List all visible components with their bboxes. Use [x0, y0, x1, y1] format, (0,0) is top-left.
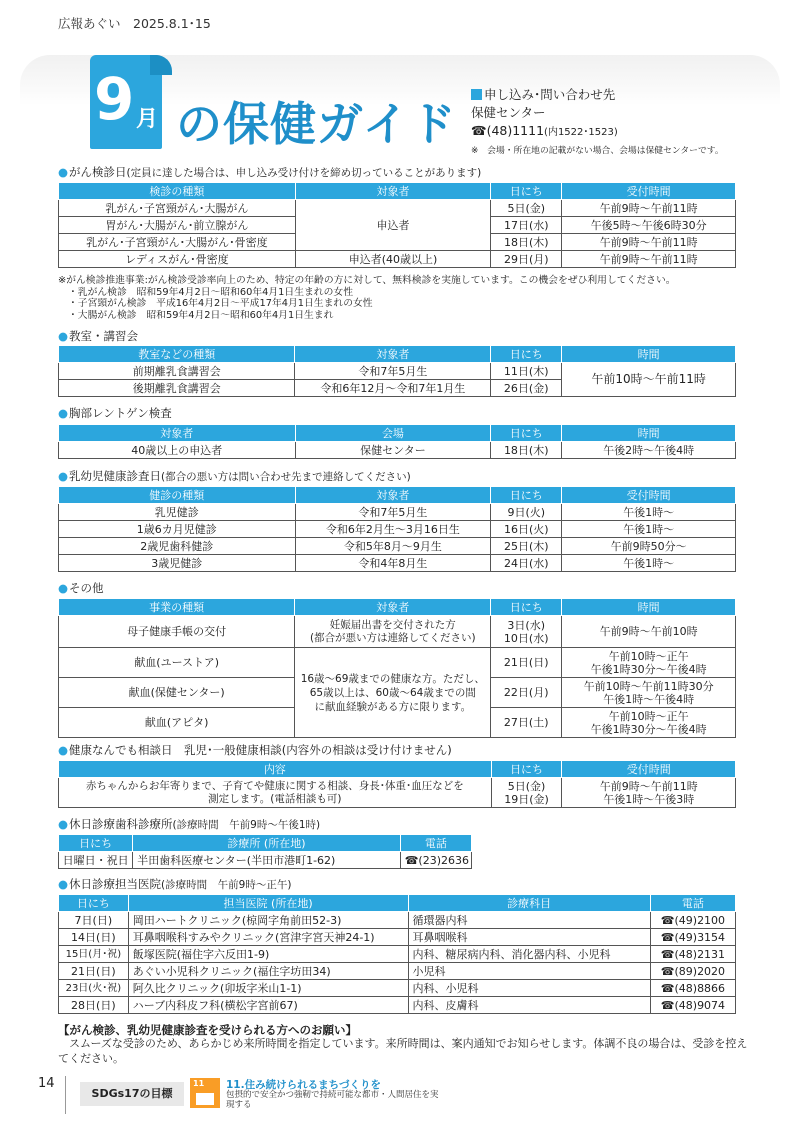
table-cell: ☎(48)9074 — [650, 997, 735, 1014]
bullet-icon: ● — [58, 581, 69, 595]
bullet-icon: ● — [58, 877, 69, 891]
title-month-label: 月 — [136, 107, 159, 132]
table-cell: 献血(保健センター) — [59, 678, 295, 708]
table-row — [59, 997, 736, 1014]
table-cell: 25日(木) — [491, 538, 562, 555]
table-cell: 乳がん･子宮頸がん･大腸がん — [59, 200, 296, 217]
table-cell: 午前9時～午前11時 — [562, 251, 736, 268]
contact-heading: 申し込み･問い合わせ先 — [484, 87, 616, 102]
table-cell: 24日(水) — [491, 555, 562, 572]
column-header: 対象者 — [59, 425, 296, 442]
table-cell: 令和7年5月生 — [295, 363, 491, 380]
header-text: 広報あぐい 2025.8.1･15 — [58, 16, 211, 31]
table-cell: 14日(日) — [59, 929, 129, 946]
section-consult-title: ●健康なんでも相談日 乳児･一般健康相談(内容外の相談は受け付けません) — [58, 743, 452, 757]
table-cell: 27日(土) — [491, 708, 562, 738]
column-header: 受付時間 — [562, 487, 736, 504]
column-header: 検診の種類 — [59, 183, 296, 200]
table-cell: 赤ちゃんからお年寄りまで、子育てや健康に関する相談、身長･体重･血圧などを 測定します。(電話相談も可) — [59, 778, 492, 808]
table-cell: 母子健康手帳の交付 — [59, 616, 295, 648]
contact-office: 保健センター — [471, 105, 546, 120]
table-cell: 17日(水) — [491, 217, 562, 234]
table-cell: 献血(ユーストア) — [59, 648, 295, 678]
table-cell: 乳児健診 — [59, 504, 296, 521]
table-cell: 40歳以上の申込者 — [59, 442, 296, 459]
column-header: 日にち — [491, 761, 562, 778]
column-header: 対象者 — [295, 487, 491, 504]
table-row — [59, 504, 736, 521]
table-cell: 7日(日) — [59, 912, 129, 929]
table-cell: 22日(月) — [491, 678, 562, 708]
table-cell: 午前9時～午前11時 — [562, 234, 736, 251]
page-title: の保健ガイド — [176, 97, 457, 151]
column-header: 時間 — [562, 425, 736, 442]
table-cell: 循環器内科 — [408, 912, 650, 929]
table-cell: 耳鼻咽喉科 — [408, 929, 650, 946]
table-cell: 耳鼻咽喉科すみやクリニック(宮津字宮天神24-1) — [128, 929, 408, 946]
xray-table — [58, 424, 736, 459]
table-cell: 15日(月･祝) — [59, 946, 129, 963]
table-cell: あぐい小児科クリニック(福住字坊田34) — [128, 963, 408, 980]
bullet-icon: ● — [58, 406, 69, 420]
table-cell: ☎(49)2100 — [650, 912, 735, 929]
table-cell: 午前10時～午前11時30分 午後1時～午後4時 — [562, 678, 736, 708]
table-cell: 乳がん･子宮頸がん･大腸がん･骨密度 — [59, 234, 296, 251]
table-cell: 18日(木) — [491, 442, 562, 459]
footer-text: スムーズな受診のため、あらかじめ来所時間を指定しています。来所時間は、案内通知でお知らせします。体調不良の場合は、受診を控えてください。 — [58, 1037, 748, 1065]
table-cell: ハーブ内科皮フ科(横松字宮前67) — [128, 997, 408, 1014]
table-row — [59, 363, 736, 380]
table-cell: 午前9時～午前11時 — [562, 200, 736, 217]
table-cell: 午前10時～午前11時 — [562, 363, 736, 397]
table-cell: 日曜日・祝日 — [59, 852, 133, 869]
table-cell: ☎(49)3154 — [650, 929, 735, 946]
table-cell: ☎(48)2131 — [650, 946, 735, 963]
column-header: 事業の種類 — [59, 599, 295, 616]
bullet-icon: ● — [58, 329, 69, 343]
table-cell: 2歳児歯科健診 — [59, 538, 296, 555]
column-header: 時間 — [562, 346, 736, 363]
column-header: 電話 — [400, 835, 471, 852]
footer-title: 【がん検診、乳幼児健康診査を受けられる方へのお願い】 — [58, 1023, 357, 1037]
table-cell: 令和6年12月～令和7年1月生 — [295, 380, 491, 397]
column-header: 教室などの種類 — [59, 346, 295, 363]
table-cell: 29日(月) — [491, 251, 562, 268]
table-cell: 11日(木) — [491, 363, 562, 380]
table-row — [59, 852, 472, 869]
table-row — [59, 980, 736, 997]
bullet-icon: ● — [58, 469, 69, 483]
table-row — [59, 521, 736, 538]
table-cell: 9日(火) — [491, 504, 562, 521]
contact-extension: (内1522･1523) — [544, 127, 618, 138]
table-cell: 内科、皮膚科 — [408, 997, 650, 1014]
table-cell: 午後2時～午後4時 — [562, 442, 736, 459]
table-row — [59, 648, 736, 678]
hospital-table — [58, 894, 736, 1014]
table-cell: 16日(火) — [491, 521, 562, 538]
column-header: 内容 — [59, 761, 492, 778]
table-cell: 令和6年2月生～3月16日生 — [295, 521, 491, 538]
table-row — [59, 442, 736, 459]
section-xray-title: ●胸部レントゲン検査 — [58, 406, 172, 420]
table-cell: 申込者 — [295, 200, 491, 251]
column-header: 時間 — [562, 599, 736, 616]
column-header: 日にち — [491, 599, 562, 616]
table-cell: 半田歯科医療センター(半田市港町1-62) — [133, 852, 400, 869]
column-header: 受付時間 — [562, 761, 736, 778]
sdg-city-icon: 11 — [190, 1078, 220, 1108]
section-other-title: ●その他 — [58, 581, 104, 595]
column-header: 受付時間 — [562, 183, 736, 200]
column-header: 会場 — [295, 425, 491, 442]
table-cell: 午後1時～ — [562, 521, 736, 538]
table-row — [59, 616, 736, 648]
contact-info — [471, 86, 724, 160]
table-cell: 令和7年5月生 — [295, 504, 491, 521]
dental-table — [58, 834, 472, 869]
table-row — [59, 251, 736, 268]
section-class-title: ●教室・講習会 — [58, 329, 139, 343]
table-cell: 午後1時～ — [562, 504, 736, 521]
column-header: 日にち — [59, 895, 129, 912]
column-header: 日にち — [491, 487, 562, 504]
table-cell: 5日(金) 19日(金) — [491, 778, 562, 808]
table-cell: 26日(金) — [491, 380, 562, 397]
sdgs-label: SDGs17の目標 — [80, 1082, 184, 1106]
infant-table — [58, 486, 736, 572]
table-row — [59, 555, 736, 572]
column-header: 日にち — [491, 183, 562, 200]
table-cell: ☎(48)8866 — [650, 980, 735, 997]
column-header: 対象者 — [295, 346, 491, 363]
table-cell: 18日(木) — [491, 234, 562, 251]
table-cell: 令和4年8月生 — [295, 555, 491, 572]
table-cell: 1歳6カ月児健診 — [59, 521, 296, 538]
divider — [65, 1076, 66, 1114]
column-header: 日にち — [59, 835, 133, 852]
class-table — [58, 345, 736, 397]
sdg-goal-description: 包摂的で安全かつ強靭で持続可能な都市・人間居住を実現する — [226, 1090, 439, 1110]
sdg-goal-title: 11.住み続けられるまちづくりを — [226, 1079, 381, 1091]
table-cell: 午前10時～正午 午後1時30分～午後4時 — [562, 648, 736, 678]
table-cell: 胃がん･大腸がん･前立腺がん — [59, 217, 296, 234]
table-cell: 21日(日) — [491, 648, 562, 678]
consult-table — [58, 760, 736, 808]
column-header: 診療所 (所在地) — [133, 835, 400, 852]
column-header: 健診の種類 — [59, 487, 296, 504]
title-month-number: 9 — [94, 65, 135, 133]
bullet-icon: ● — [58, 743, 69, 757]
table-cell: 16歳～69歳までの健康な方。ただし、 65歳以上は、60歳～64歳までの間 に献血経験がある方に限ります。 — [295, 648, 491, 738]
table-row — [59, 778, 736, 808]
cancer-table — [58, 182, 736, 268]
table-cell: 午前9時～午前10時 — [562, 616, 736, 648]
table-cell: 前期離乳食講習会 — [59, 363, 295, 380]
table-row — [59, 912, 736, 929]
table-cell: 3日(水) 10日(水) — [491, 616, 562, 648]
table-cell: 3歳児健診 — [59, 555, 296, 572]
table-cell: 21日(日) — [59, 963, 129, 980]
table-cell: 午後5時～午後6時30分 — [562, 217, 736, 234]
table-cell: 申込者(40歳以上) — [295, 251, 491, 268]
column-header: 日にち — [491, 346, 562, 363]
table-cell: 午前10時～正午 午後1時30分～午後4時 — [562, 708, 736, 738]
other-table — [58, 598, 736, 738]
table-cell: ☎(89)2020 — [650, 963, 735, 980]
bullet-icon: ● — [58, 165, 69, 179]
table-row — [59, 946, 736, 963]
table-row — [59, 200, 736, 217]
table-cell: 飯塚医院(福住字六反田1-9) — [128, 946, 408, 963]
contact-phone: ☎(48)1111 — [471, 123, 545, 138]
table-cell: 内科、糖尿病内科、消化器内科、小児科 — [408, 946, 650, 963]
table-cell: 内科、小児科 — [408, 980, 650, 997]
section-cancer-title: ●がん検診日(定員に達した場合は、申し込み受け付けを締め切っていることがあります) — [58, 165, 482, 179]
square-bullet-icon — [471, 89, 482, 100]
table-row — [59, 538, 736, 555]
table-cell: 5日(金) — [491, 200, 562, 217]
table-cell: 午後1時～ — [562, 555, 736, 572]
column-header: 対象者 — [295, 183, 491, 200]
table-cell: 献血(アピタ) — [59, 708, 295, 738]
table-cell: 妊娠届出書を交付された方 (都合が悪い方は連絡してください) — [295, 616, 491, 648]
table-cell: 後期離乳食講習会 — [59, 380, 295, 397]
table-cell: 令和5年8月～9月生 — [295, 538, 491, 555]
page-number: 14 — [38, 1076, 55, 1091]
table-cell: 小児科 — [408, 963, 650, 980]
section-dental-title: ●休日診療歯科診療所(診療時間 午前9時～午後1時) — [58, 817, 321, 831]
section-infant-title: ●乳幼児健康診査日(都合の悪い方は問い合わせ先まで連絡してください) — [58, 469, 411, 483]
table-cell: 阿久比クリニック(卯坂字米山1-1) — [128, 980, 408, 997]
column-header: 対象者 — [295, 599, 491, 616]
table-cell: ☎(23)2636 — [400, 852, 471, 869]
column-header: 日にち — [491, 425, 562, 442]
table-cell: 午前9時50分～ — [562, 538, 736, 555]
table-row — [59, 929, 736, 946]
table-cell: 28日(日) — [59, 997, 129, 1014]
section-hospital-title: ●休日診療担当医院(診療時間 午前9時～正午) — [58, 877, 292, 891]
column-header: 電話 — [650, 895, 735, 912]
table-cell: 保健センター — [295, 442, 491, 459]
contact-note: ※ 会場・所在地の記載がない場合、会場は保健センターです。 — [471, 146, 724, 156]
table-cell: レディスがん･骨密度 — [59, 251, 296, 268]
column-header: 担当医院 (所在地) — [128, 895, 408, 912]
table-row — [59, 963, 736, 980]
table-cell: 午前9時～午前11時 午後1時～午後3時 — [562, 778, 736, 808]
table-cell: 岡田ハートクリニック(椋岡字角前田52-3) — [128, 912, 408, 929]
bullet-icon: ● — [58, 817, 69, 831]
column-header: 診療科目 — [408, 895, 650, 912]
cancer-notes: ※がん検診推進事業:がん検診受診率向上のため、特定の年齢の方に対して、無料検診を実施しています。この機会をぜひ利用してください。 ・乳がん検診 昭和59年4月2日～昭和60年4月1日生まれの女性 ・子宮頸がん検診 平成16年4月2日～平成17年4月1日生まれの女性 ・大腸がん検診 昭和59年4月2日～昭和60年4月1日生まれ — [58, 275, 676, 321]
table-cell: 23日(火･祝) — [59, 980, 129, 997]
